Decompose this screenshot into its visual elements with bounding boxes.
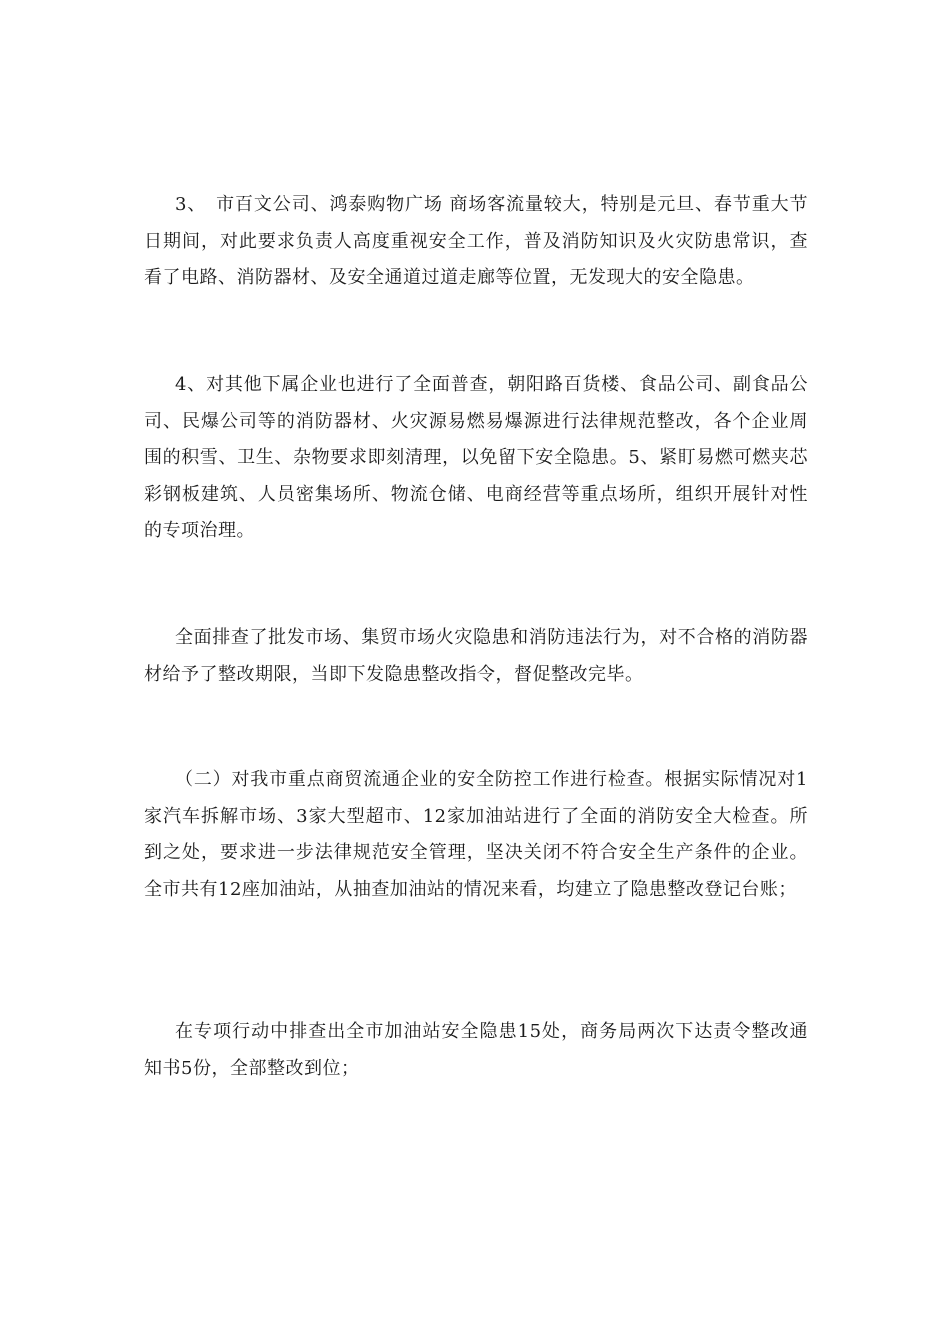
paragraph-mall-inspection: 3、 市百文公司、鸿泰购物广场 商场客流量较大，特别是元旦、春节重大节日期间，对此要求负责人高度重视安全工作，普及消防知识及火灾防患常识，查看了电路、消防器材、及安全通道过道走廊等位置，无发现大的安全隐患。 (144, 194, 808, 288)
paragraph-subsidiary-inspection: 4、对其他下属企业也进行了全面普查，朝阳路百货楼、食品公司、副食品公司、民爆公司等的消防器材、火灾源易燃易爆源进行法律规范整改，各个企业周围的积雪、卫生、杂物要求即刻清理，以免留下安全隐患。5、紧盯易燃可燃夹芯彩钢板建筑、人员密集场所、物流仓储、电商经营等重点场所，组织开展针对性的专项治理。 (144, 374, 808, 541)
paragraph-key-enterprise-inspection: （二）对我市重点商贸流通企业的安全防控工作进行检查。根据实际情况对1家汽车拆解市场、3家大型超市、12家加油站进行了全面的消防安全大检查。所到之处，要求进一步法律规范安全管理，坚决关闭不符合安全生产条件的企业。全市共有12座加油站，从抽查加油站的情况来看，均建立了隐患整改登记台账； (144, 769, 808, 900)
paragraph-gas-station-hazards: 在专项行动中排查出全市加油站安全隐患15处，商务局两次下达责令整改通知书5份，全部整改到位； (144, 1021, 808, 1079)
paragraph-market-inspection: 全面排查了批发市场、集贸市场火灾隐患和消防违法行为，对不合格的消防器材给予了整改期限，当即下发隐患整改指令，督促整改完毕。 (144, 627, 808, 685)
